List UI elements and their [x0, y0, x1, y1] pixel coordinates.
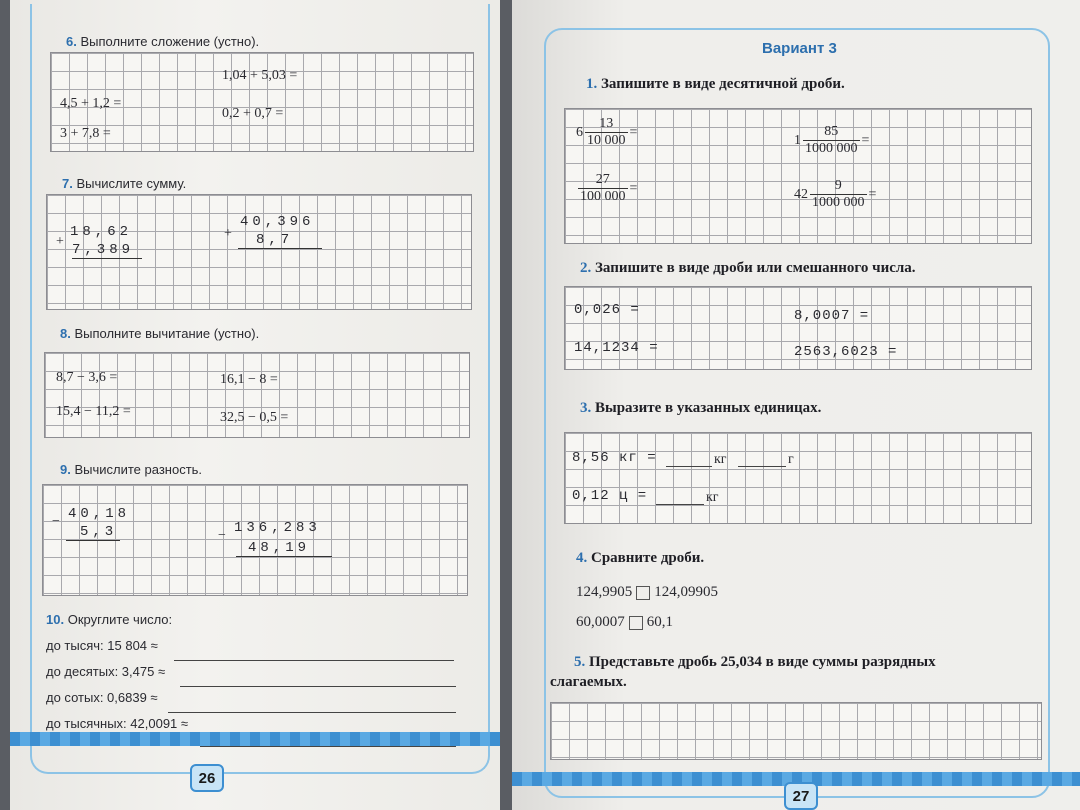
task8-item-3: 16,1 − 8 =	[220, 372, 278, 387]
task7-ex1-sign: +	[56, 234, 64, 249]
r-task1-frac-1: 6 $\frac{13}{10 000}$ =	[576, 116, 638, 148]
task10-answer-line-4	[200, 746, 456, 747]
task7-ex2-bottom: 8,7	[238, 232, 322, 249]
task10-item-1: до тысяч: 15 804 ≈	[46, 638, 158, 653]
task6-title: 6. Выполните сложение (устно).	[66, 34, 260, 49]
r-task1-frac-3: $\frac{27}{100 000}$ =	[580, 172, 638, 204]
task7-title: 7. Вычислите сумму.	[62, 176, 187, 191]
r-task2-item-2: 14,1234 =	[574, 340, 659, 356]
page-number-left: 26	[190, 764, 224, 792]
r-task2-item-1: 0,026 =	[574, 302, 640, 318]
r-task3-blank-3	[656, 504, 704, 505]
task6-item-2: 3 + 7,8 =	[60, 126, 111, 141]
r-task4-row-2: 60,0007 60,1	[576, 614, 673, 630]
task9-title: 9. Вычислите разность.	[60, 462, 203, 477]
variant-title: Вариант 3	[762, 40, 837, 57]
task10-item-3: до сотых: 0,6839 ≈	[46, 690, 158, 705]
r-task3-row1-unit1: кг	[714, 452, 727, 467]
task10-answer-line-2	[180, 686, 456, 687]
task10-item-2: до десятых: 3,475 ≈	[46, 664, 166, 679]
task6-item-1: 4,5 + 1,2 =	[60, 96, 122, 111]
r-task3-grid	[564, 432, 1032, 524]
task9-ex1-sign: −	[52, 514, 60, 529]
r-task5-title-line2: слагаемых.	[550, 674, 627, 690]
left-page	[10, 0, 500, 810]
r-task1-frac-4: 42 $\frac{9}{1000 000}$ =	[794, 178, 877, 210]
r-task3-blank-1	[666, 466, 712, 467]
task8-title: 8. Выполните вычитание (устно).	[60, 326, 260, 341]
r-task3-row1-unit2: г	[788, 452, 794, 467]
task6-item-4: 0,2 + 0,7 =	[222, 106, 284, 121]
task9-ex2-sign: −	[218, 528, 226, 543]
page-number-right: 27	[784, 782, 818, 810]
task9-ex2-top: 136,283	[234, 520, 321, 536]
r-task3-blank-2	[738, 466, 786, 467]
task8-item-2: 15,4 − 11,2 =	[56, 404, 131, 419]
r-task4-title: 4. Сравните дроби.	[576, 550, 705, 566]
task6-item-3: 1,04 + 5,03 =	[222, 68, 298, 83]
task7-ex1-top: 18,62	[70, 224, 133, 240]
r-task2-item-3: 8,0007 =	[794, 308, 870, 324]
task7-ex2-sign: +	[224, 226, 232, 241]
task8-item-1: 8,7 − 3,6 =	[56, 370, 118, 385]
task10-answer-line-3	[168, 712, 456, 713]
compare-box-2[interactable]	[629, 616, 643, 630]
r-task4-row-1: 124,9905 124,09905	[576, 584, 718, 600]
task9-ex2-bottom: 48,19	[236, 540, 332, 557]
right-page	[512, 0, 1080, 810]
r-task5-title: 5. Представьте дробь 25,034 в виде суммы разрядных	[574, 654, 936, 670]
task7-ex2-top: 40,396	[240, 214, 315, 230]
task7-ex1-bottom: 7,389	[72, 242, 142, 259]
task9-ex1-bottom: 5,3	[66, 524, 120, 541]
task10-title: 10. Округлите число:	[46, 612, 173, 627]
left-page-stripe	[10, 732, 500, 746]
r-task3-row1-lhs: 8,56 кг =	[572, 450, 657, 466]
compare-box-1[interactable]	[636, 586, 650, 600]
r-task2-item-4: 2563,6023 =	[794, 344, 898, 360]
task9-ex1-top: 40,18	[68, 506, 131, 522]
task10-answer-line-1	[174, 660, 454, 661]
r-task1-title: 1. Запишите в виде десятичной дроби.	[586, 76, 845, 92]
task10-item-4: до тысячных: 42,0091 ≈	[46, 716, 189, 731]
r-task3-row2-lhs: 0,12 ц =	[572, 488, 648, 504]
r-task1-frac-2: 1 $\frac{85}{1000 000}$ =	[794, 124, 870, 156]
task8-item-4: 32,5 − 0,5 =	[220, 410, 289, 425]
r-task5-grid	[550, 702, 1042, 760]
r-task2-title: 2. Запишите в виде дроби или смешанного числа.	[580, 260, 916, 276]
r-task3-title: 3. Выразите в указанных единицах.	[580, 400, 822, 416]
r-task3-row2-unit: кг	[706, 490, 719, 505]
